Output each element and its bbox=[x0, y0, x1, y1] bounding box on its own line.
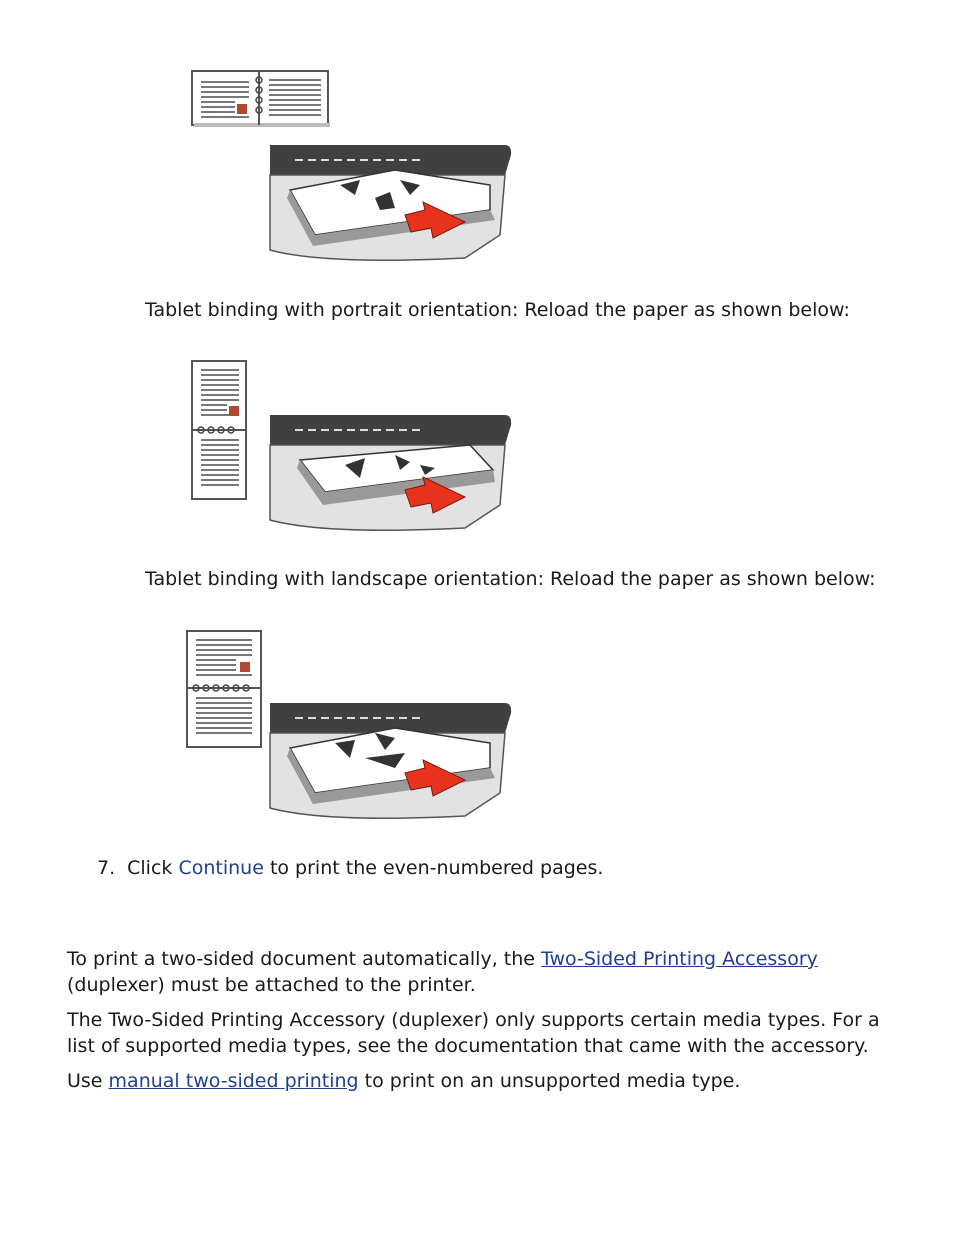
printer-tray-icon bbox=[265, 410, 513, 534]
printer-tray-icon bbox=[265, 140, 513, 264]
two-sided-accessory-link[interactable]: Two-Sided Printing Accessory bbox=[541, 948, 818, 970]
step-text-before: Click bbox=[127, 857, 179, 879]
step-7 bbox=[97, 855, 603, 881]
auto-text-before: To print a two-sided document automatically, the bbox=[67, 948, 541, 970]
tablet-portrait-icon bbox=[191, 360, 249, 502]
caption-portrait: Tablet binding with portrait orientation: Reload the paper as shown below: bbox=[145, 299, 850, 321]
auto-paragraph-1 bbox=[67, 946, 897, 998]
unsupported-text: to print on an unsupported media type. bbox=[358, 1070, 741, 1092]
auto-paragraph-2: The Two-Sided Printing Accessory (duplexer) only supports certain media types. For a list of supported media types, see the documentation that came with the accessory. bbox=[67, 1009, 880, 1057]
auto-text-after: (duplexer) must be attached to the printer. bbox=[67, 974, 476, 996]
step-text-after: to print the even-numbered pages. bbox=[263, 857, 604, 879]
booklet-binding-icon bbox=[191, 70, 331, 128]
step-number: 7. bbox=[97, 857, 116, 879]
caption-landscape: Tablet binding with landscape orientation: Reload the paper as shown below: bbox=[145, 568, 876, 590]
tablet-landscape-icon bbox=[186, 630, 266, 752]
use-text: Use bbox=[67, 1070, 109, 1092]
auto-paragraph-3 bbox=[67, 1068, 740, 1094]
printer-tray-icon bbox=[265, 698, 513, 822]
continue-link[interactable]: Continue bbox=[178, 857, 264, 879]
manual-two-sided-link[interactable]: manual two-sided printing bbox=[108, 1070, 359, 1092]
